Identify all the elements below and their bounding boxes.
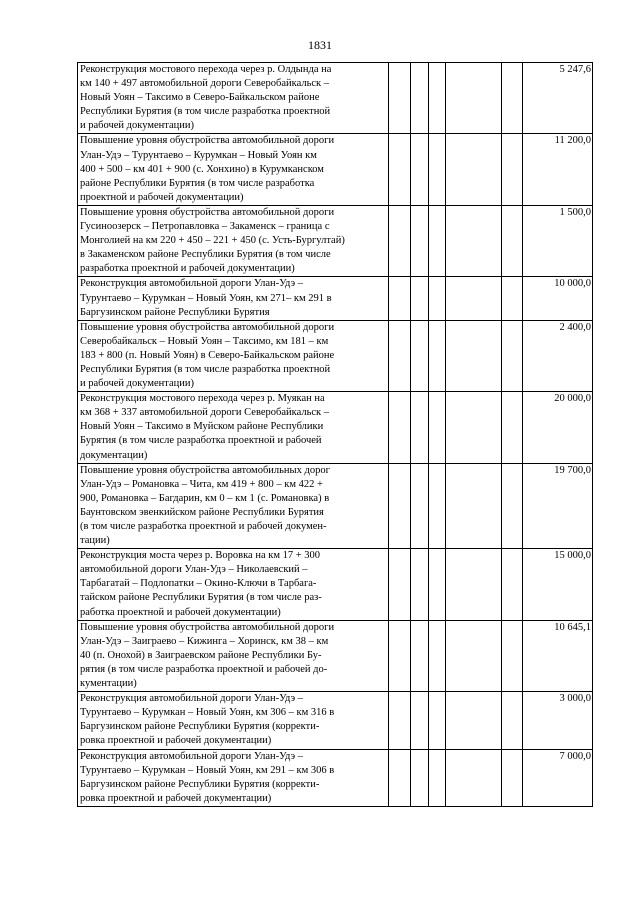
amount-cell (523, 205, 593, 276)
amount-value: 15 000,0 (554, 550, 591, 562)
object-name: Реконструкция моста через р. Воровка на км 17 + 300 автомобильной дороги Улан-Удэ – Николаевский – Тарбагатай – Подлопатки – Окино-Ключи в Тарбага- тайском районе Республики Бурятия (в том числе раз- работка проектной и рабочей документации) (80, 550, 322, 618)
code-cell-2 (411, 549, 429, 620)
object-name-cell (78, 749, 389, 806)
amount-value: 5 247,6 (559, 64, 591, 75)
amount-value: 3 000,0 (559, 693, 591, 705)
code-cell-3 (429, 392, 446, 463)
amount-cell (523, 620, 593, 691)
code-cell-4 (446, 620, 502, 691)
code-cell-4 (446, 392, 502, 463)
code-cell-1 (389, 63, 411, 134)
object-name-cell (78, 277, 389, 320)
code-cell-5 (502, 63, 523, 134)
code-cell-3 (429, 320, 446, 391)
code-cell-4 (446, 320, 502, 391)
object-name-cell (78, 620, 389, 691)
amount-value: 2 400,0 (559, 321, 591, 333)
table-row (78, 392, 593, 463)
amount-value: 10 645,1 (554, 621, 591, 633)
code-cell-2 (411, 134, 429, 205)
code-cell-5 (502, 320, 523, 391)
code-cell-1 (389, 134, 411, 205)
table-row (78, 320, 593, 391)
budget-table (77, 62, 593, 807)
object-name: Повышение уровня обустройства автомобильной дороги Гусиноозерск – Петропавловка – Закаменск – граница с Монголией на км 220 + 450 – 221 + 450 (с. Усть-Бургултай) в Закаменском районе Республики Бурятия (в том числе разработка проектной и рабочей документации) (80, 206, 345, 275)
amount-cell (523, 63, 593, 134)
code-cell-2 (411, 63, 429, 134)
object-name: Повышение уровня обустройства автомобильной дороги Улан-Удэ – Турунтаево – Курумкан – Новый Уоян км 400 + 500 – км 401 + 900 (с. Хонхино) в Курумканском районе Республики Бурятия (в том числе разработка проектной и рабочей документации) (80, 135, 335, 203)
table-row (78, 463, 593, 549)
table-row (78, 549, 593, 620)
code-cell-4 (446, 205, 502, 276)
amount-cell (523, 692, 593, 749)
code-cell-4 (446, 63, 502, 134)
code-cell-4 (446, 692, 502, 749)
code-cell-4 (446, 134, 502, 205)
code-cell-1 (389, 463, 411, 549)
object-name-cell (78, 692, 389, 749)
code-cell-1 (389, 749, 411, 806)
code-cell-1 (389, 277, 411, 320)
amount-value: 7 000,0 (559, 750, 591, 762)
amount-cell (523, 277, 593, 320)
code-cell-2 (411, 392, 429, 463)
code-cell-5 (502, 277, 523, 320)
page-number: 1831 (308, 38, 332, 52)
table-row (78, 134, 593, 205)
amount-cell (523, 749, 593, 806)
amount-cell (523, 549, 593, 620)
table-row (78, 749, 593, 806)
table-row (78, 277, 593, 320)
table-row (78, 63, 593, 134)
object-name: Повышение уровня обустройства автомобильных дорог Улан-Удэ – Романовка – Чита, км 419 + 800 – км 422 + 900, Романовка – Багдарин, км 0 – км 1 (с. Романовка) в Баунтовском эвенкийском районе Республики Бурятия (в том числе разработка проектной и рабочей докумен- тации) (80, 464, 330, 547)
object-name-cell (78, 392, 389, 463)
code-cell-5 (502, 463, 523, 549)
code-cell-2 (411, 277, 429, 320)
code-cell-4 (446, 549, 502, 620)
object-name-cell (78, 63, 389, 134)
code-cell-1 (389, 392, 411, 463)
code-cell-3 (429, 549, 446, 620)
code-cell-4 (446, 277, 502, 320)
amount-value: 19 700,0 (554, 464, 591, 476)
amount-cell (523, 134, 593, 205)
object-name-cell (78, 549, 389, 620)
code-cell-2 (411, 692, 429, 749)
code-cell-1 (389, 205, 411, 276)
code-cell-1 (389, 320, 411, 391)
code-cell-2 (411, 620, 429, 691)
code-cell-1 (389, 620, 411, 691)
code-cell-5 (502, 392, 523, 463)
code-cell-5 (502, 692, 523, 749)
code-cell-3 (429, 620, 446, 691)
amount-value: 11 200,0 (554, 135, 591, 147)
object-name: Реконструкция мостового перехода через р. Олдында на км 140 + 497 автомобильной дороги Северобайкальск – Новый Уоян – Таксимо в Северо-Байкальском районе Республики Бурятия (в том числе разработка проектной и рабочей документации) (80, 64, 332, 132)
code-cell-3 (429, 134, 446, 205)
object-name: Повышение уровня обустройства автомобильной дороги Северобайкальск – Новый Уоян – Таксимо, км 181 – км 183 + 800 (п. Новый Уоян) в Северо-Байкальском районе Республики Бурятия (в том числе разработка проектной и рабочей документации) (80, 321, 335, 390)
code-cell-4 (446, 463, 502, 549)
amount-value: 10 000,0 (554, 278, 591, 290)
table-row (78, 620, 593, 691)
object-name: Реконструкция автомобильной дороги Улан-Удэ – Турунтаево – Курумкан – Новый Уоян, км 306 – км 316 в Баргузинском районе Республики Бурятия (корректи- ровка проектной и рабочей документации) (80, 693, 335, 747)
code-cell-5 (502, 205, 523, 276)
code-cell-5 (502, 620, 523, 691)
object-name: Реконструкция автомобильной дороги Улан-Удэ – Турунтаево – Курумкан – Новый Уоян, км 271– км 291 в Баргузинском районе Республики Бурятия (80, 278, 332, 318)
table-row (78, 205, 593, 276)
code-cell-2 (411, 463, 429, 549)
amount-value: 1 500,0 (559, 206, 591, 218)
code-cell-1 (389, 549, 411, 620)
code-cell-3 (429, 692, 446, 749)
object-name-cell (78, 320, 389, 391)
amount-cell (523, 463, 593, 549)
object-name: Реконструкция мостового перехода через р. Муякан на км 368 + 337 автомобильной дороги Северобайкальск – Новый Уоян – Таксимо в Муйском районе Республики Бурятия (в том числе разработка проектной и рабочей документации) (80, 393, 329, 461)
code-cell-3 (429, 463, 446, 549)
object-name-cell (78, 463, 389, 549)
code-cell-5 (502, 749, 523, 806)
table-row (78, 692, 593, 749)
budget-table-body (78, 63, 593, 807)
code-cell-4 (446, 749, 502, 806)
object-name: Реконструкция автомобильной дороги Улан-Удэ – Турунтаево – Курумкан – Новый Уоян, км 291 – км 306 в Баргузинском районе Республики Бурятия (корректи- ровка проектной и рабочей документации) (80, 750, 335, 804)
code-cell-5 (502, 549, 523, 620)
code-cell-3 (429, 63, 446, 134)
code-cell-2 (411, 749, 429, 806)
amount-cell (523, 392, 593, 463)
code-cell-1 (389, 692, 411, 749)
amount-value: 20 000,0 (554, 393, 591, 405)
object-name-cell (78, 205, 389, 276)
code-cell-5 (502, 134, 523, 205)
code-cell-3 (429, 277, 446, 320)
code-cell-3 (429, 749, 446, 806)
object-name-cell (78, 134, 389, 205)
code-cell-2 (411, 320, 429, 391)
code-cell-2 (411, 205, 429, 276)
code-cell-3 (429, 205, 446, 276)
amount-cell (523, 320, 593, 391)
object-name: Повышение уровня обустройства автомобильной дороги Улан-Удэ – Заиграево – Кижинга – Хоринск, км 38 – км 40 (п. Онохой) в Заиграевском районе Республики Бу- рятия (в том числе разработка проектной и рабочей до- кументации) (80, 621, 335, 690)
